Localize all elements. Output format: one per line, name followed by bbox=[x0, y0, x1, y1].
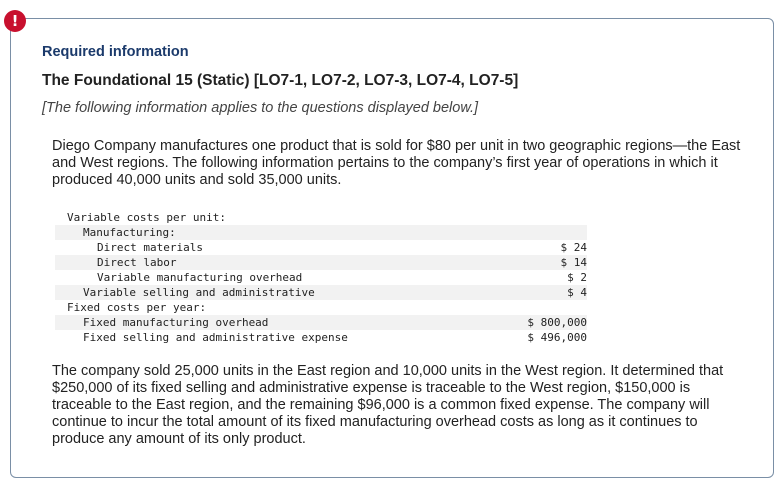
table-row bbox=[55, 315, 587, 330]
variable-overhead-label: Variable manufacturing overhead bbox=[97, 271, 303, 284]
table-row bbox=[55, 270, 587, 285]
direct-labor-value: $ 14 bbox=[509, 255, 587, 270]
fixed-selling-value: $ 496,000 bbox=[527, 331, 587, 344]
fixed-overhead-value: $ 800,000 bbox=[509, 315, 587, 330]
table-row bbox=[55, 255, 587, 270]
alert-icon: ! bbox=[4, 10, 26, 32]
manufacturing-heading: Manufacturing: bbox=[55, 225, 509, 240]
table-row bbox=[55, 225, 587, 240]
table-row bbox=[55, 240, 587, 255]
table-row bbox=[55, 210, 587, 225]
cost-table bbox=[55, 210, 587, 345]
variable-selling-value: $ 4 bbox=[509, 285, 587, 300]
variable-overhead-value: $ 2 bbox=[567, 271, 587, 284]
fixed-overhead-label: Fixed manufacturing overhead bbox=[55, 315, 509, 330]
problem-title: The Foundational 15 (Static) [LO7-1, LO7-2, LO7-3, LO7-4, LO7-5] bbox=[42, 72, 519, 89]
intro-paragraph: Diego Company manufactures one product that is sold for $80 per unit in two geographic regions—the East and West regions. The following information pertains to the company’s first year of operations in which it produced 40,000 units and sold 35,000 units. bbox=[52, 138, 741, 188]
required-heading: Required information bbox=[42, 44, 189, 60]
variable-selling-label: Variable selling and administrative bbox=[55, 285, 509, 300]
fixed-costs-heading: Fixed costs per year: bbox=[67, 301, 207, 314]
fixed-selling-label: Fixed selling and administrative expense bbox=[83, 331, 348, 344]
direct-materials-label: Direct materials bbox=[97, 241, 203, 254]
direct-labor-label: Direct labor bbox=[55, 255, 509, 270]
variable-costs-heading: Variable costs per unit: bbox=[67, 211, 226, 224]
applies-note: [The following information applies to the questions displayed below.] bbox=[42, 100, 479, 116]
table-row bbox=[55, 300, 587, 315]
table-row bbox=[55, 285, 587, 300]
direct-materials-value: $ 24 bbox=[560, 241, 587, 254]
table-row bbox=[55, 330, 587, 345]
closing-paragraph: The company sold 25,000 units in the East region and 10,000 units in the West region. It determined that $250,000 of its fixed selling and administrative expense is traceable to the West region, $150,000 is traceable to the East region, and the remaining $96,000 is a common fixed expense. The company will continue to incur the total amount of its fixed manufacturing overhead costs as long as it continues to produce any amount of its only product. bbox=[52, 363, 724, 447]
